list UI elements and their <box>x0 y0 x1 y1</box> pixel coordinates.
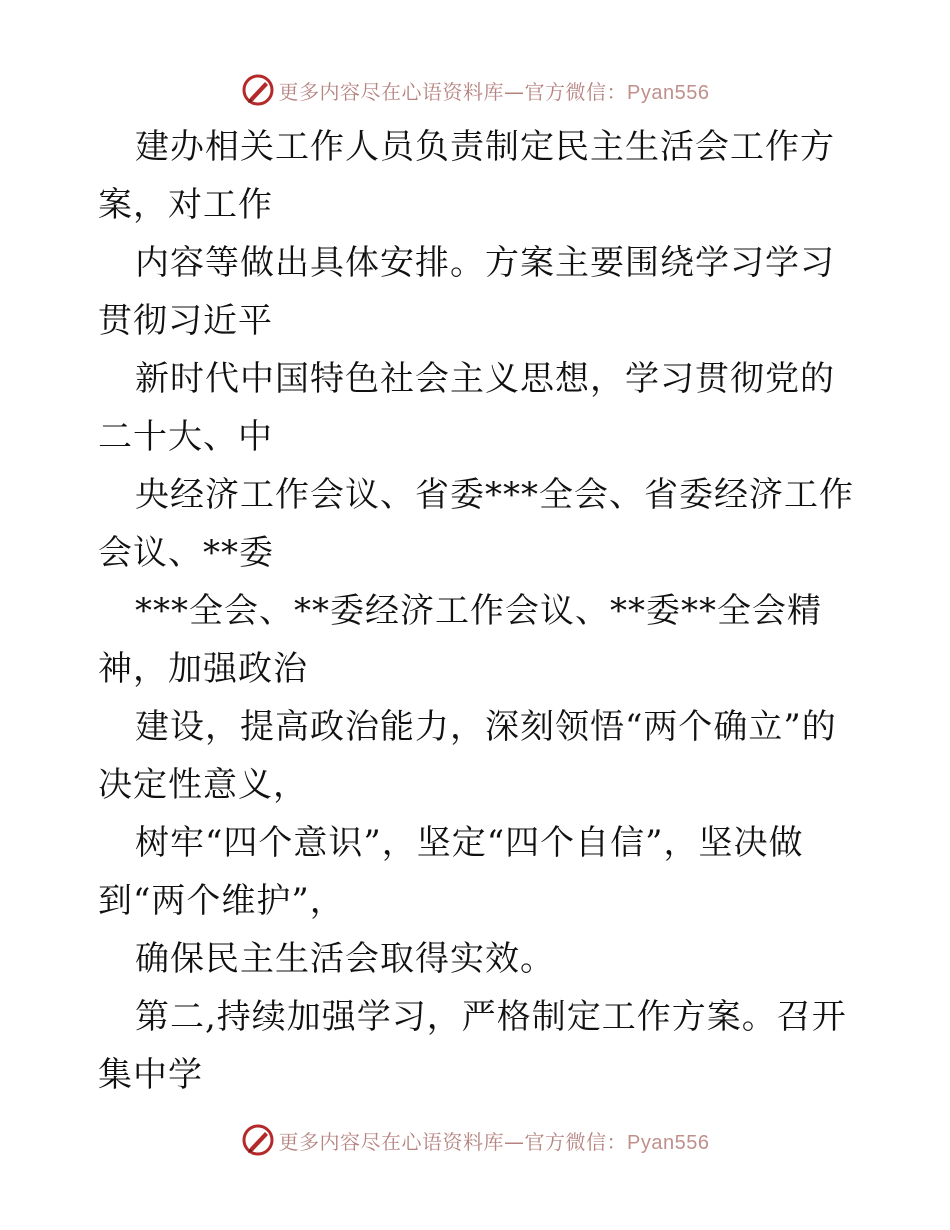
paragraph-line: 内容等做出具体安排。方案主要围绕学习学习贯彻习近平 <box>98 243 835 341</box>
paragraph-line: 第二,持续加强学习，严格制定工作方案。召开集中学 <box>98 997 847 1095</box>
document-body <box>98 118 858 1104</box>
watermark-banner-top <box>0 70 950 110</box>
paragraph-line: 央经济工作会议、省委***全会、省委经济工作会议、**委 <box>98 475 854 573</box>
paragraph-line: 建办相关工作人员负责制定民主生活会工作方案，对工作 <box>98 127 835 225</box>
watermark-banner-bottom <box>0 1120 950 1160</box>
paragraph-line: 树牢“四个意识”，坚定“四个自信”，坚决做到“两个维护”， <box>98 823 804 921</box>
pen-logo-icon <box>241 73 275 107</box>
watermark-text: 更多内容尽在心语资料库—官方微信：Pyan556 <box>278 79 710 104</box>
watermark-text: 更多内容尽在心语资料库—官方微信：Pyan556 <box>278 1129 710 1154</box>
paragraph-line: 新时代中国特色社会主义思想，学习贯彻党的二十大、中 <box>98 359 835 457</box>
paragraph-line: 确保民主生活会取得实效。 <box>135 939 555 979</box>
pen-logo-icon <box>241 1123 275 1157</box>
paragraph-line: 建设，提高政治能力，深刻领悟“两个确立”的决定性意义， <box>98 707 837 805</box>
paragraph-line: ***全会、**委经济工作会议、**委**全会精神，加强政治 <box>98 591 822 689</box>
